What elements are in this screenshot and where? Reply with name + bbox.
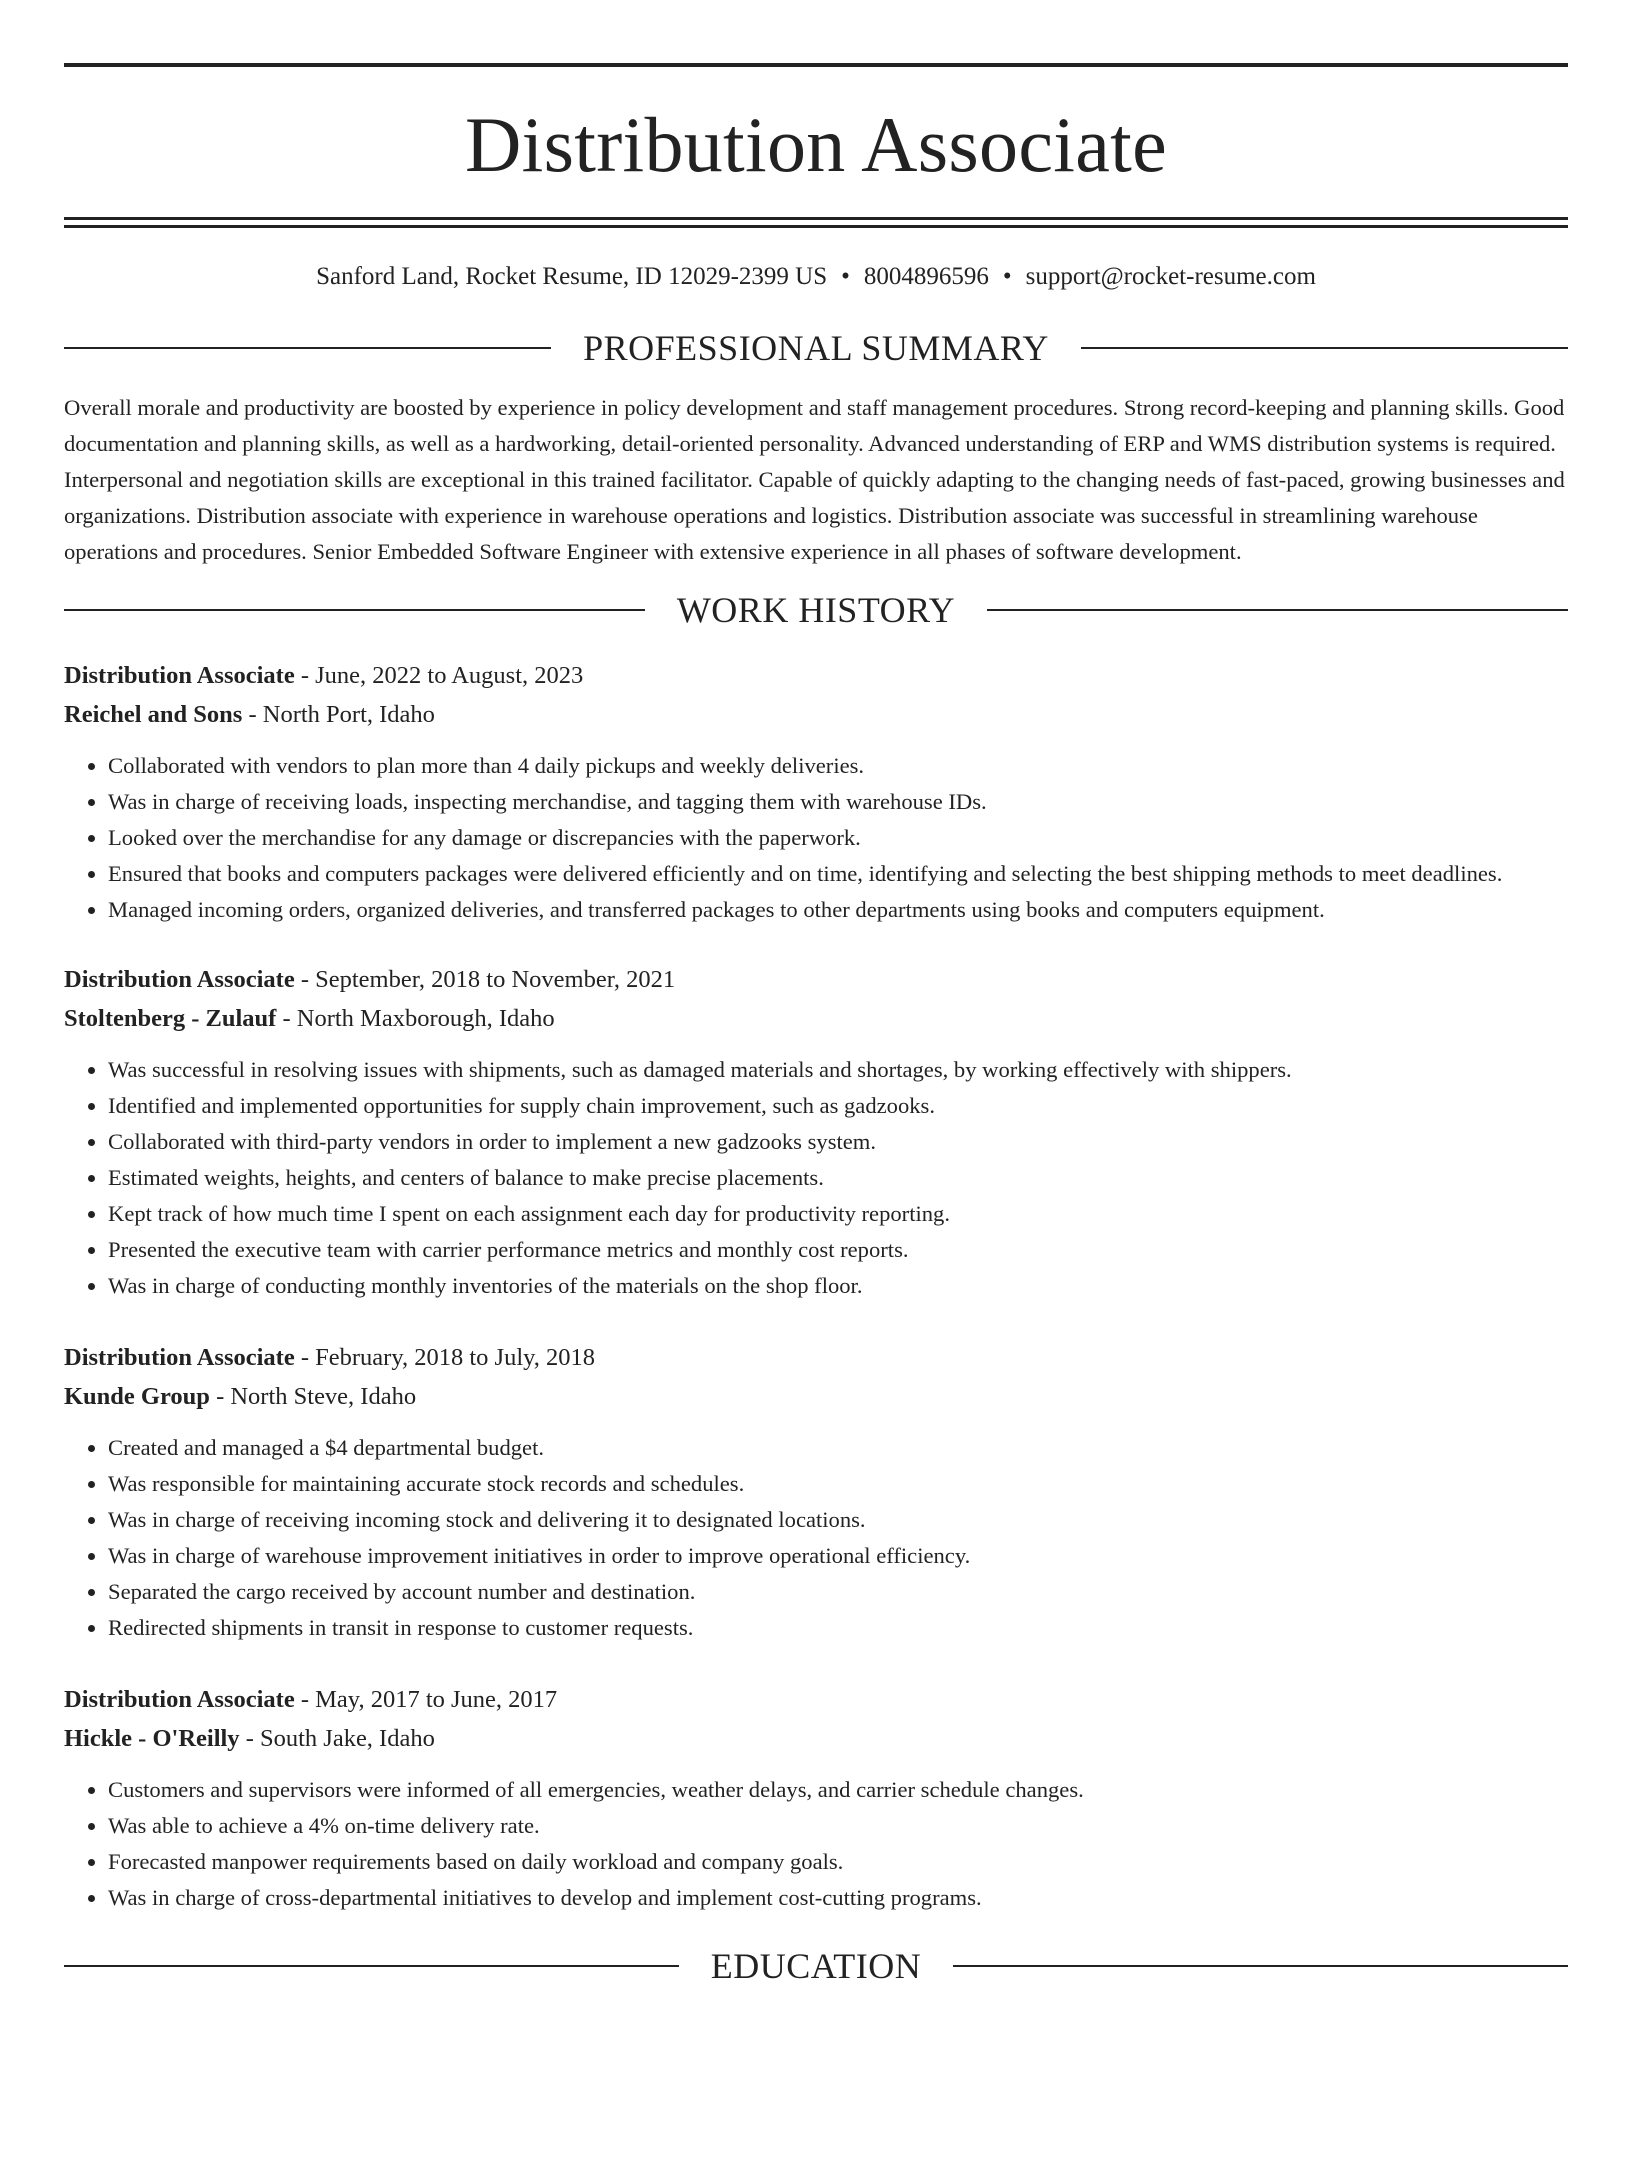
list-item: • Collaborated with vendors to plan more than 4 daily pickups and weekly deliveries. (108, 748, 1568, 784)
list-item: • Was in charge of receiving incoming stock and delivering it to designated locations. (108, 1502, 1568, 1538)
job-company-line (64, 1377, 1568, 1416)
job-entry (64, 960, 1568, 1304)
list-item: • Was successful in resolving issues with shipments, such as damaged materials and shortages, by working effectively with shippers. (108, 1052, 1568, 1088)
job-title: Distribution Associate (64, 1344, 295, 1371)
list-item: • Customers and supervisors were informed of all emergencies, weather delays, and carrier schedule changes. (108, 1772, 1568, 1808)
top-rule (64, 63, 1568, 67)
list-item: • Managed incoming orders, organized deliveries, and transferred packages to other departments using books and computers equipment. (108, 892, 1568, 928)
list-item: • Was in charge of receiving loads, inspecting merchandise, and tagging them with warehouse IDs. (108, 784, 1568, 820)
section-heading-work (64, 590, 1568, 630)
section-heading-label: WORK HISTORY (676, 590, 956, 630)
job-bullets (64, 1052, 1568, 1304)
job-company: Reichel and Sons (64, 701, 243, 728)
list-item: • Ensured that books and computers packages were delivered efficiently and on time, identifying and selecting the best shipping methods to meet deadlines. (108, 856, 1568, 892)
job-company-line (64, 1719, 1568, 1758)
contact-line (64, 262, 1568, 292)
job-dates: - June, 2022 to August, 2023 (294, 662, 584, 689)
list-item: • Separated the cargo received by account number and destination. (108, 1574, 1568, 1610)
resume-title: Distribution Associate (464, 101, 1168, 188)
section-heading-summary (64, 328, 1568, 368)
section-heading-label: EDUCATION (710, 1946, 922, 1986)
job-bullets (64, 748, 1568, 928)
job-location: - North Port, Idaho (242, 701, 435, 728)
job-dates: - September, 2018 to November, 2021 (294, 966, 676, 993)
job-company: Stoltenberg - Zulauf (64, 1005, 277, 1032)
resume-page (0, 63, 1632, 2175)
list-item: • Kept track of how much time I spent on each assignment each day for productivity reporting. (108, 1196, 1568, 1232)
list-item: • Was in charge of cross-departmental initiatives to develop and implement cost-cutting programs. (108, 1880, 1568, 1916)
job-location: - North Steve, Idaho (209, 1383, 417, 1410)
job-title: Distribution Associate (64, 662, 295, 689)
job-location: - South Jake, Idaho (239, 1725, 435, 1752)
list-item: • Collaborated with third-party vendors in order to implement a new gadzooks system. (108, 1124, 1568, 1160)
job-title-line (64, 1680, 1568, 1719)
job-company: Kunde Group (64, 1383, 210, 1410)
list-item: • Forecasted manpower requirements based on daily workload and company goals. (108, 1844, 1568, 1880)
summary-text: Overall morale and productivity are boosted by experience in policy development and staff management procedures. Strong record-keeping and planning skills. Good documentation and planning skills, as well as a hardworking, detail-oriented personality. Advanced understanding of ERP and WMS distribution systems is required. Interpersonal and negotiation skills are exceptional in this trained facilitator. Capable of quickly adapting to the changing needs of fast-paced, growing businesses and organizations. Distribution associate with experience in warehouse operations and logistics. Distribution associate was successful in streamlining warehouse operations and procedures. Senior Embedded Software Engineer with extensive experience in all phases of software development. (64, 395, 1565, 564)
list-item: • Was able to achieve a 4% on-time delivery rate. (108, 1808, 1568, 1844)
job-bullets (64, 1430, 1568, 1646)
section-heading-label: PROFESSIONAL SUMMARY (583, 328, 1049, 368)
job-entry (64, 1338, 1568, 1646)
job-dates: - February, 2018 to July, 2018 (294, 1344, 596, 1371)
list-item: • Was in charge of conducting monthly inventories of the materials on the shop floor. (108, 1268, 1568, 1304)
contact-address: Sanford Land, Rocket Resume, ID 12029-2399 US (316, 263, 828, 290)
list-item: • Redirected shipments in transit in response to customer requests. (108, 1610, 1568, 1646)
job-bullets (64, 1772, 1568, 1916)
double-rule (64, 217, 1568, 228)
job-title: Distribution Associate (64, 966, 295, 993)
contact-separator: • (841, 263, 850, 290)
job-dates: - May, 2017 to June, 2017 (294, 1686, 558, 1713)
list-item: • Looked over the merchandise for any damage or discrepancies with the paperwork. (108, 820, 1568, 856)
list-item: • Presented the executive team with carrier performance metrics and monthly cost reports. (108, 1232, 1568, 1268)
list-item: • Identified and implemented opportunities for supply chain improvement, such as gadzooks. (108, 1088, 1568, 1124)
list-item: • Estimated weights, heights, and centers of balance to make precise placements. (108, 1160, 1568, 1196)
job-company-line (64, 695, 1568, 734)
job-entry (64, 1680, 1568, 1916)
section-heading-education (64, 1946, 1568, 1986)
list-item: • Was in charge of warehouse improvement initiatives in order to improve operational efficiency. (108, 1538, 1568, 1574)
job-title-line (64, 1338, 1568, 1377)
job-title-line (64, 960, 1568, 999)
job-company: Hickle - O'Reilly (64, 1725, 240, 1752)
job-title-line (64, 656, 1568, 695)
job-title: Distribution Associate (64, 1686, 295, 1713)
contact-email: support@rocket-resume.com (1025, 263, 1316, 290)
contact-separator: • (1002, 263, 1012, 290)
job-company-line (64, 999, 1568, 1038)
list-item: • Was responsible for maintaining accurate stock records and schedules. (108, 1466, 1568, 1502)
contact-phone: 8004896596 (863, 263, 989, 290)
job-location: - North Maxborough, Idaho (276, 1005, 555, 1032)
job-entry (64, 656, 1568, 928)
list-item: • Created and managed a $4 departmental budget. (108, 1430, 1568, 1466)
